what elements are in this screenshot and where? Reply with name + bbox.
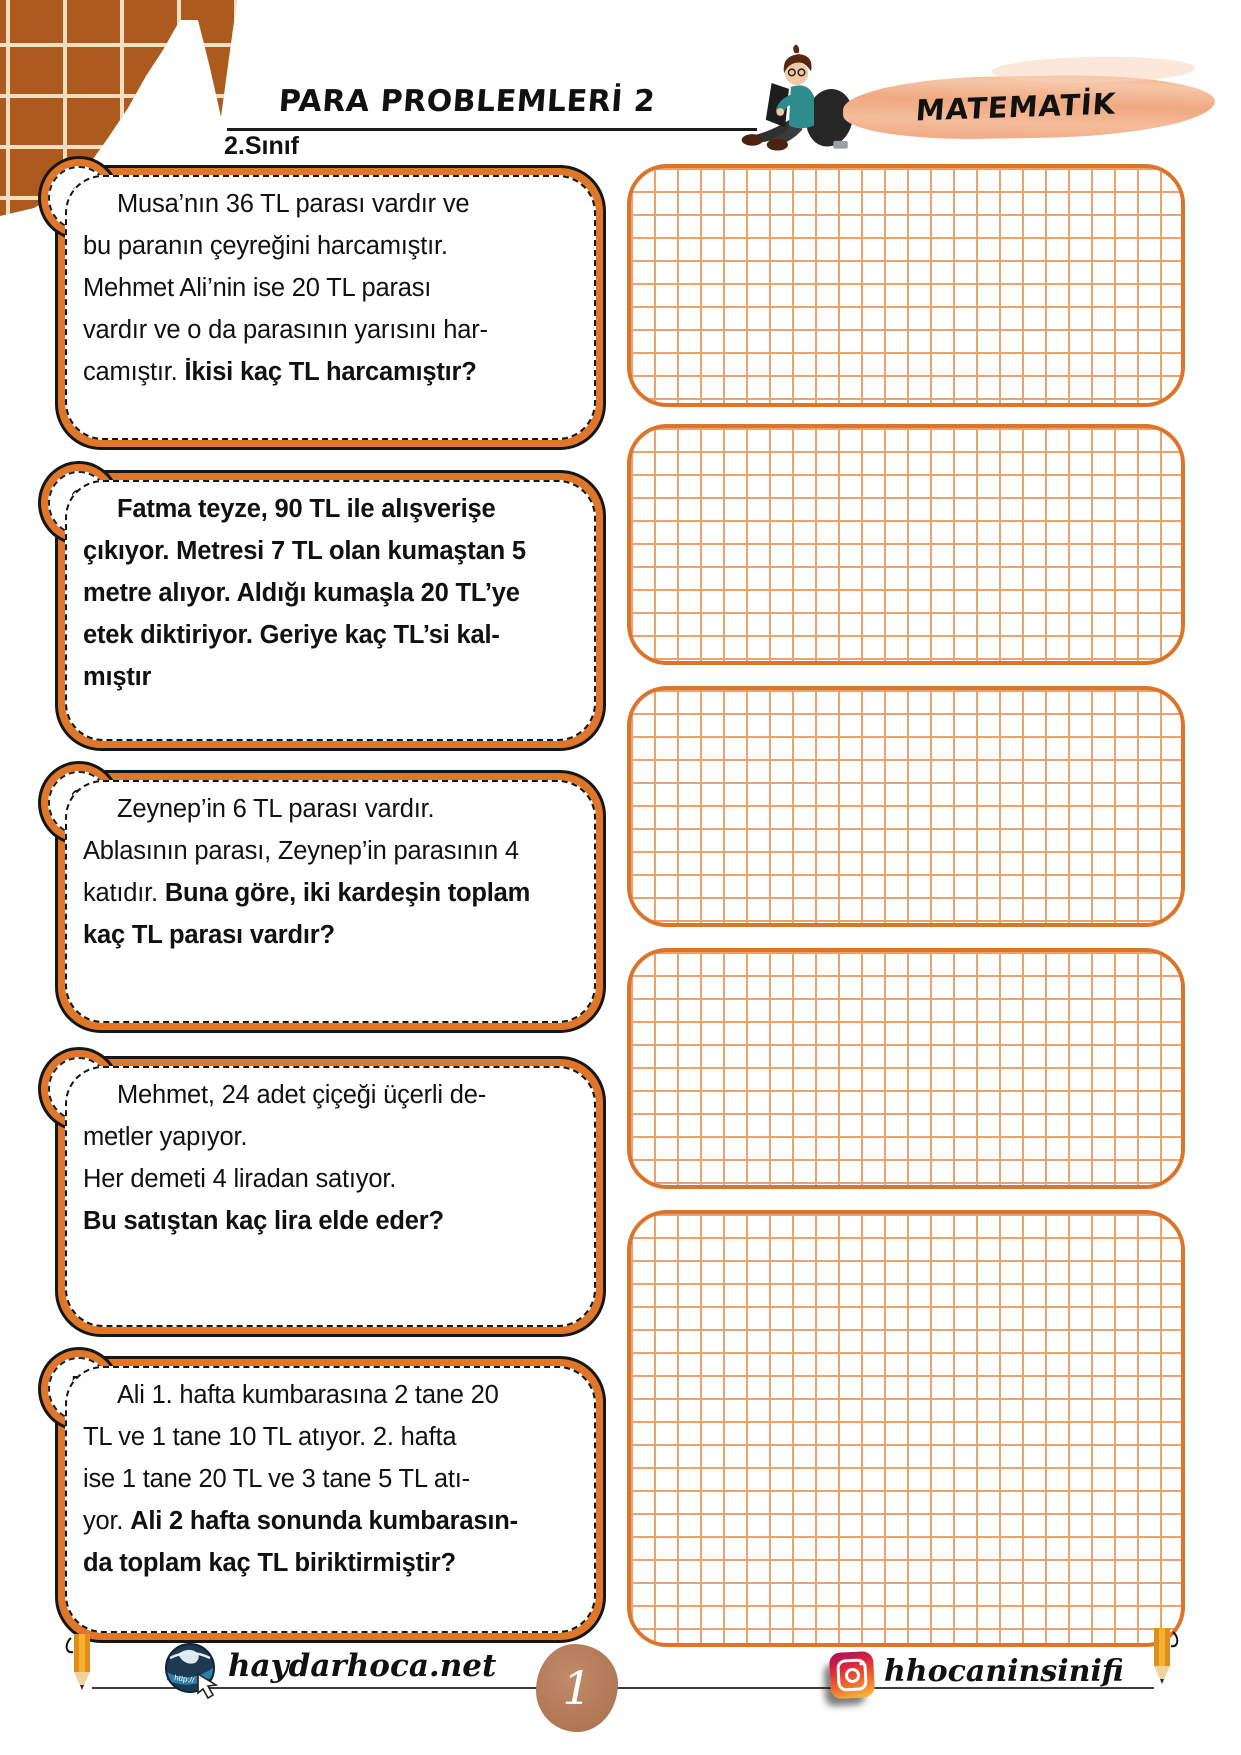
problem-text-line: vardır ve o da parasının yarısını har- xyxy=(83,316,488,344)
problem-text xyxy=(65,480,596,741)
problem-text-line: metler yapıyor. xyxy=(83,1123,248,1151)
problem-text-line: katıdır. Buna göre, iki kardeşin toplam xyxy=(83,879,531,907)
problem-text-line: Ali 1. hafta kumbarasına 2 tane 20 xyxy=(117,1381,499,1409)
instagram-handle-link[interactable]: hhocaninsinifi xyxy=(884,1654,1124,1689)
problem-text-line: ise 1 tane 20 TL ve 3 tane 5 TL atı- xyxy=(83,1465,470,1493)
problem-box xyxy=(55,770,606,1033)
problem-text-line: etek diktiriyor. Geriye kaç TL’si kal- xyxy=(83,621,500,649)
globe-icon xyxy=(164,1642,224,1700)
problem-text-line: Ablasının parası, Zeynep’in parasının 4 xyxy=(83,837,519,865)
problem-text-line: camıştır. İkisi kaç TL harcamıştır? xyxy=(83,358,477,386)
answer-grid-box[interactable] xyxy=(627,164,1185,407)
pencil-icon xyxy=(1146,1626,1180,1690)
problem-box xyxy=(55,165,606,450)
problem-text-line: Musa’nın 36 TL parası vardır ve xyxy=(117,190,470,218)
problem-text xyxy=(65,1366,596,1633)
problem-text-line: yor. Ali 2 hafta sonunda kumbarasın- xyxy=(83,1507,518,1535)
problem-text-line: mıştır xyxy=(83,663,152,691)
problem-text-line: TL ve 1 tane 10 TL atıyor. 2. hafta xyxy=(83,1423,457,1451)
website-link[interactable]: haydarhoca.net xyxy=(228,1648,497,1684)
answer-grid-box[interactable] xyxy=(627,424,1185,665)
problem-box xyxy=(55,1056,606,1337)
problem-text-line: bu paranın çeyreğini harcamıştır. xyxy=(83,232,448,260)
header-divider xyxy=(227,128,757,131)
instagram-camera-dot xyxy=(859,1661,863,1665)
grade-label: 2.Sınıf xyxy=(224,132,300,160)
answer-grid-box[interactable] xyxy=(627,686,1185,927)
problem-text-line: da toplam kaç TL biriktirmiştir? xyxy=(83,1549,456,1577)
problem-text xyxy=(65,780,596,1023)
problem-text xyxy=(65,175,596,440)
problem-text-line: kaç TL parası vardır? xyxy=(83,921,335,949)
svg-text:http://: http:// xyxy=(173,1673,195,1685)
pencil-icon xyxy=(64,1632,98,1696)
instagram-icon[interactable] xyxy=(829,1651,875,1699)
problem-text-line: çıkıyor. Metresi 7 TL olan kumaştan 5 xyxy=(83,537,526,565)
problem-text-line: Zeynep’in 6 TL parası vardır. xyxy=(117,795,435,823)
answer-grid-box[interactable] xyxy=(627,1210,1185,1647)
problem-text-line: Bu satıştan kaç lira elde eder? xyxy=(83,1207,444,1235)
page-number-badge xyxy=(536,1644,618,1732)
problem-box xyxy=(55,470,606,751)
problem-text-line: metre alıyor. Aldığı kumaşla 20 TL’ye xyxy=(83,579,520,607)
problem-text-line: Fatma teyze, 90 TL ile alışverişe xyxy=(117,495,496,523)
page-number: 1 xyxy=(562,1661,592,1715)
problem-text-line: Her demeti 4 liradan satıyor. xyxy=(83,1165,397,1193)
worksheet-title: PARA PROBLEMLERİ 2 xyxy=(277,84,657,119)
problem-text-line: Mehmet Ali’nin ise 20 TL parası xyxy=(83,274,432,302)
subject-title: MATEMATİK xyxy=(914,86,1118,128)
problem-text xyxy=(65,1066,596,1327)
problem-text-line: Mehmet, 24 adet çiçeği üçerli de- xyxy=(117,1081,487,1109)
answer-grid-box[interactable] xyxy=(627,948,1185,1189)
problem-box xyxy=(55,1356,606,1643)
